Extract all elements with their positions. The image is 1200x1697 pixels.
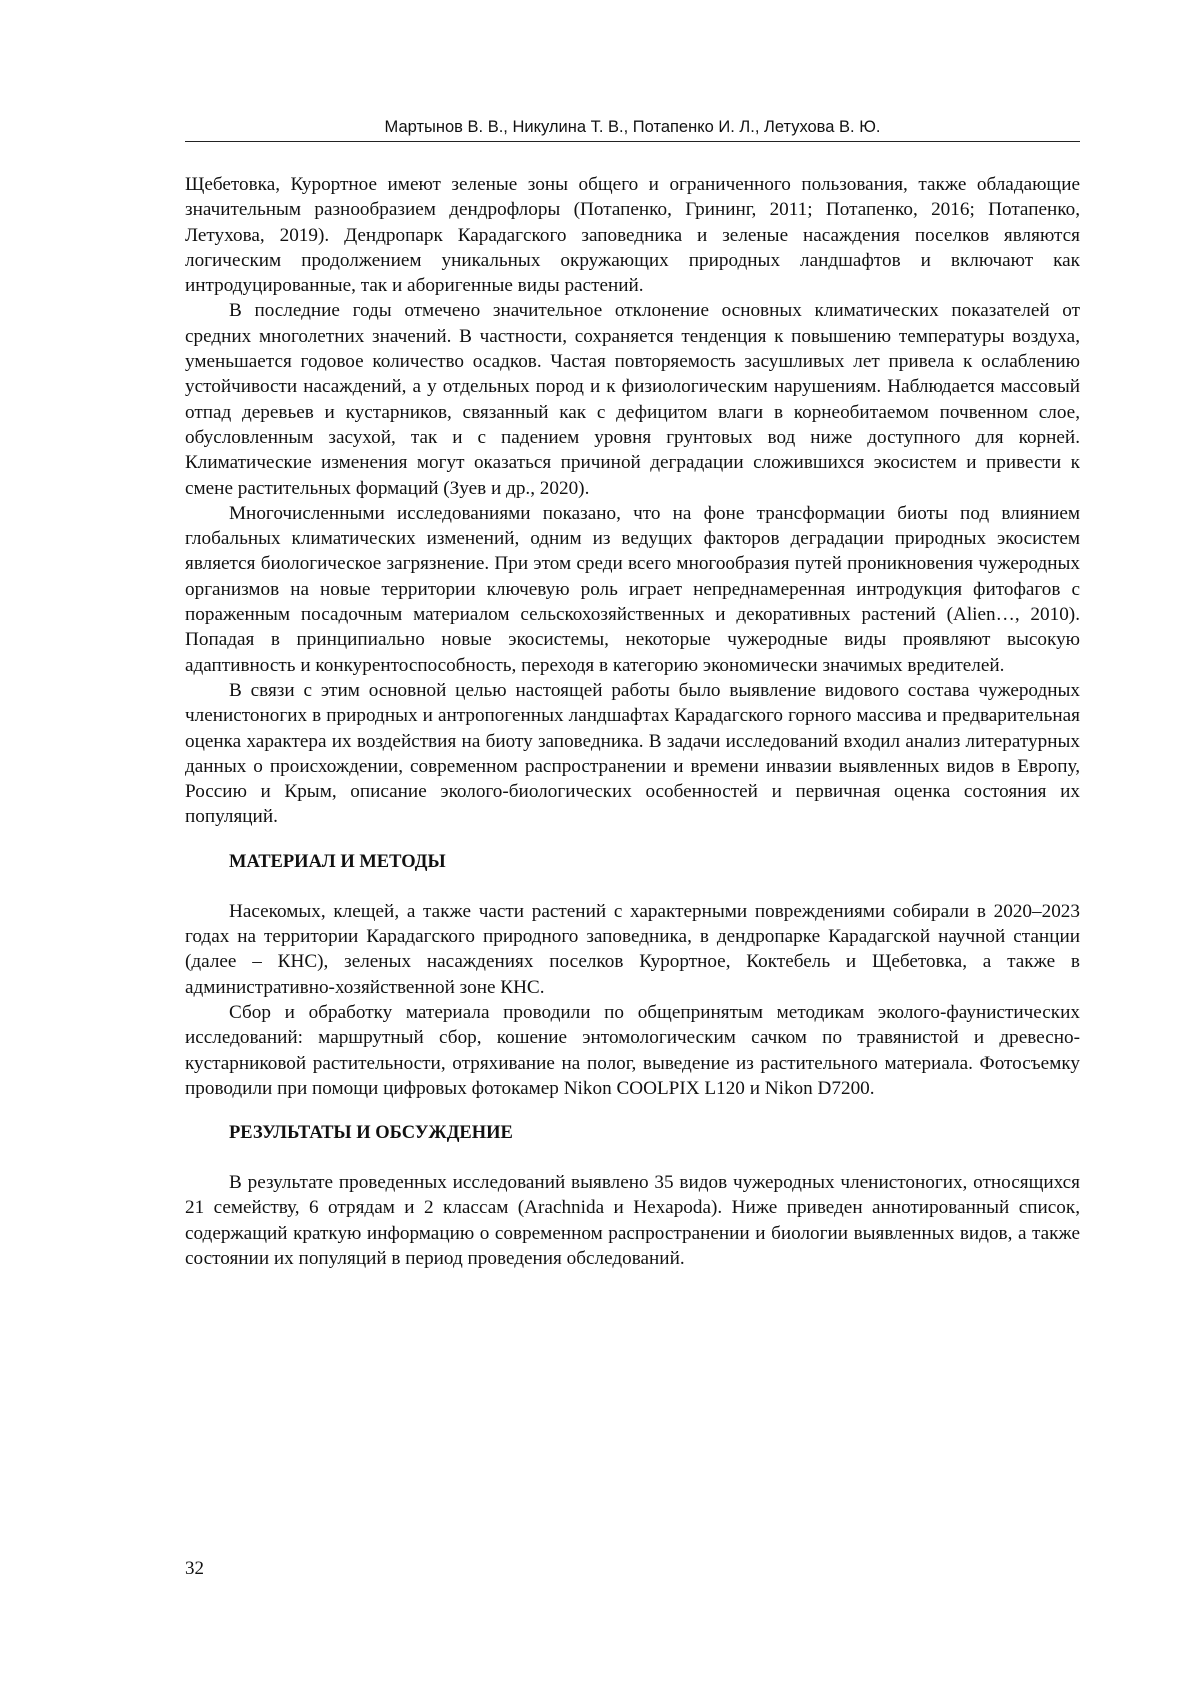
spacer	[185, 1101, 1080, 1121]
methods-paragraph-collection: Насекомых, клещей, а также части растений с характерными повреждениями собирали в 2020–2023 годах на территории Карадагского природного заповедника, в дендропарке Карадагской научной станции (далее – КНС), зеленых насаждениях поселков Курортное, Коктебель и Щебетовка, а также в административно-хозяйственной зоне КНС.	[185, 900, 1080, 998]
spacer	[185, 830, 1080, 850]
intro-paragraph-continued: Щебетовка, Курортное имеют зеленые зоны общего и ограниченного пользования, также обладающие значительным разнообразием дендрофлоры (Потапенко, Грининг, 2011; Потапенко, 2016; Потапенко, Летухова, 2019). Дендропарк Карадагского заповедника и зеленые насаждения поселков являются логическим продолжением уникальных окружающих природных ландшафтов и включают как интродуцированные, так и аборигенные виды растений.	[185, 174, 1080, 297]
intro-paragraph-climate: В последние годы отмечено значительное отклонение основных климатических показателей от средних многолетних значений. В частности, сохраняется тенденция к повышению температуры воздуха, уменьшается годовое количество осадков. Частая повторяемость засушливых лет привела к ослаблению устойчивости насаждений, а у отдельных пород и к физиологическим нарушениям. Наблюдается массовый отпад деревьев и кустарников, связанный как с дефицитом влаги в корнеобитаемом почвенном слое, обусловленным засухой, так и с падением уровня грунтовых вод ниже доступного для корней. Климатические изменения могут оказаться причиной деградации сложившихся экосистем и привести к смене растительных формаций (Зуев и др., 2020).	[185, 300, 1080, 499]
intro-paragraph-biopollution: Многочисленными исследованиями показано, что на фоне трансформации биоты под влиянием глобальных климатических изменений, одним из ведущих факторов деградации природных экосистем является биологическое загрязнение. При этом среди всего многообразия путей проникновения чужеродных организмов на новые территории ключевую роль играет непреднамеренная интродукция фитофагов с пораженным посадочным материалом сельскохозяйственных и декоративных растений (Alien…, 2010). Попадая в принципиально новые экосистемы, некоторые чужеродные виды проявляют высокую адаптивность и конкурентоспособность, переходя в категорию экономически значимых вредителей.	[185, 502, 1080, 676]
section-heading-results: РЕЗУЛЬТАТЫ И ОБСУЖДЕНИЕ	[229, 1123, 513, 1144]
page-number: 32	[185, 1558, 204, 1579]
spacer	[185, 875, 1080, 899]
methods-paragraph-processing: Сбор и обработку материала проводили по общепринятым методикам эколого-фаунистических исследований: маршрутный сбор, кошение энтомологическим сачком по травянистой и древесно-кустарниковой растительности, отряхивание на полог, выведение из растительного материала. Фотосъемку проводили при помощи цифровых фотокамер Nikon COOLPIX L120 и Nikon D7200.	[185, 1001, 1080, 1099]
spacer	[185, 1146, 1080, 1170]
intro-paragraph-aims: В связи с этим основной целью настоящей работы было выявление видового состава чужеродных членистоногих в природных и антропогенных ландшафтах Карадагского горного массива и предварительная оценка характера их воздействия на биоту заповедника. В задачи исследований входил анализ литературных данных о происхождении, современном распространении и времени инвазии выявленных видов в Европу, Россию и Крым, описание эколого-биологических особенностей и первичная оценка состояния их популяций.	[185, 679, 1080, 828]
running-header-authors: Мартынов В. В., Никулина Т. В., Потапенко И. Л., Летухова В. Ю.	[384, 118, 881, 136]
article-body	[185, 172, 1080, 1271]
results-paragraph-summary: В результате проведенных исследований выявлено 35 видов чужеродных членистоногих, относящихся 21 семейству, 6 отрядам и 2 классам (Arachnida и Hexapoda). Ниже приведен аннотированный список, содержащий краткую информацию о современном распространении и биологии выявленных видов, а также состоянии их популяций в период проведения обследований.	[185, 1172, 1080, 1269]
header-rule	[185, 141, 1080, 142]
section-heading-methods: МАТЕРИАЛ И МЕТОДЫ	[229, 851, 446, 872]
